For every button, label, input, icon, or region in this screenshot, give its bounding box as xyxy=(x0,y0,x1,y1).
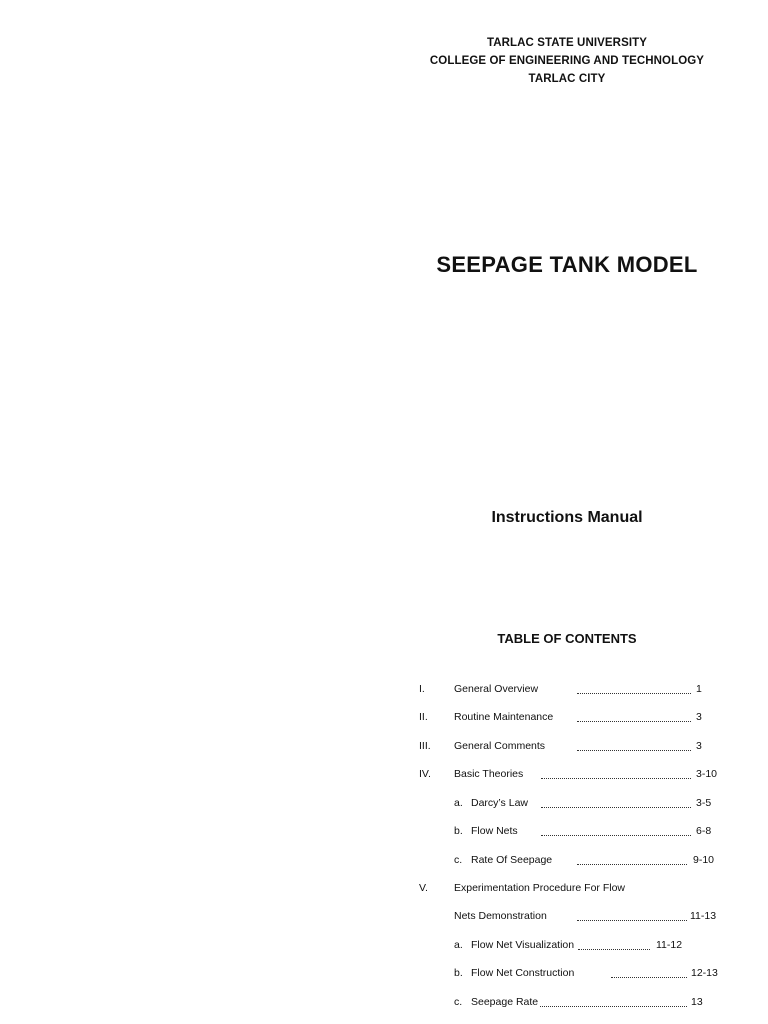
toc-entry-page: 11-13 xyxy=(690,910,717,922)
toc-entry-page: 3-5 xyxy=(696,797,712,809)
toc-entry-flow-net-visualization xyxy=(0,939,768,953)
toc-leader-dots xyxy=(577,864,687,865)
toc-entry-general-comments xyxy=(0,740,768,754)
toc-entry-label: Flow Net Visualization xyxy=(471,939,575,951)
toc-entry-routine-maintenance xyxy=(0,711,768,725)
toc-entry-number: II. xyxy=(419,711,428,723)
toc-entry-label: Seepage Rate xyxy=(471,996,539,1008)
toc-entry-flow-nets xyxy=(0,825,768,839)
toc-heading: TABLE OF CONTENTS xyxy=(497,631,637,646)
toc-leader-dots xyxy=(541,778,691,779)
toc-leader-dots xyxy=(540,1006,687,1007)
toc-entry-page: 12-13 xyxy=(691,967,718,979)
toc-entry-page: 3 xyxy=(696,740,702,752)
city-name: TARLAC CITY xyxy=(528,73,606,85)
toc-entry-number: b. xyxy=(454,967,463,979)
toc-entry-rate-of-seepage xyxy=(0,854,768,868)
toc-entry-label: Flow Net Construction xyxy=(471,967,575,979)
toc-leader-dots xyxy=(611,977,687,978)
toc-entry-label: Routine Maintenance xyxy=(454,711,554,723)
document-title: SEEPAGE TANK MODEL xyxy=(436,252,698,277)
toc-entry-number: b. xyxy=(454,825,463,837)
toc-entry-number: V. xyxy=(419,882,428,894)
toc-entry-seepage-rate xyxy=(0,996,768,1010)
toc-leader-dots xyxy=(577,920,687,921)
toc-leader-dots xyxy=(577,693,691,694)
toc-entry-label: Darcy’s Law xyxy=(471,797,528,809)
toc-entry-experimentation-procedure xyxy=(0,882,768,896)
toc-entry-page: 3-10 xyxy=(696,768,718,780)
toc-entry-general-overview xyxy=(0,683,768,697)
toc-entry-label: Rate Of Seepage xyxy=(471,854,553,866)
toc-entry-number: I. xyxy=(419,683,425,695)
toc-entry-darcys-law xyxy=(0,797,768,811)
toc-entry-number: a. xyxy=(454,939,463,951)
toc-entry-label: General Overview xyxy=(454,683,539,695)
toc-leader-dots xyxy=(578,949,650,950)
toc-leader-dots xyxy=(577,750,691,751)
college-name: COLLEGE OF ENGINEERING AND TECHNOLOGY xyxy=(429,55,705,67)
toc-entry-label: Experimentation Procedure For Flow xyxy=(454,882,625,894)
toc-entry-basic-theories xyxy=(0,768,768,782)
toc-entry-number: IV. xyxy=(419,768,431,780)
toc-leader-dots xyxy=(541,807,691,808)
toc-entry-page: 13 xyxy=(691,996,703,1008)
toc-entry-page: 1 xyxy=(696,683,702,695)
document-subtitle: Instructions Manual xyxy=(491,509,643,526)
toc-entry-number: III. xyxy=(419,740,431,752)
toc-entry-label: Nets Demonstration xyxy=(454,910,547,922)
toc-entry-nets-demonstration xyxy=(0,910,768,924)
toc-entry-number: c. xyxy=(454,854,463,866)
university-name: TARLAC STATE UNIVERSITY xyxy=(486,37,648,49)
toc-entry-number: c. xyxy=(454,996,463,1008)
toc-entry-flow-net-construction xyxy=(0,967,768,981)
toc-entry-page: 6-8 xyxy=(696,825,712,837)
toc-entry-label: General Comments xyxy=(454,740,546,752)
toc-entry-label: Flow Nets xyxy=(471,825,518,837)
toc-entry-page: 9-10 xyxy=(693,854,715,866)
toc-entry-page: 3 xyxy=(696,711,702,723)
toc-entry-page: 11-12 xyxy=(656,939,683,951)
toc-leader-dots xyxy=(577,721,691,722)
toc-leader-dots xyxy=(541,835,691,836)
toc-entry-number: a. xyxy=(454,797,463,809)
toc-entry-label: Basic Theories xyxy=(454,768,524,780)
